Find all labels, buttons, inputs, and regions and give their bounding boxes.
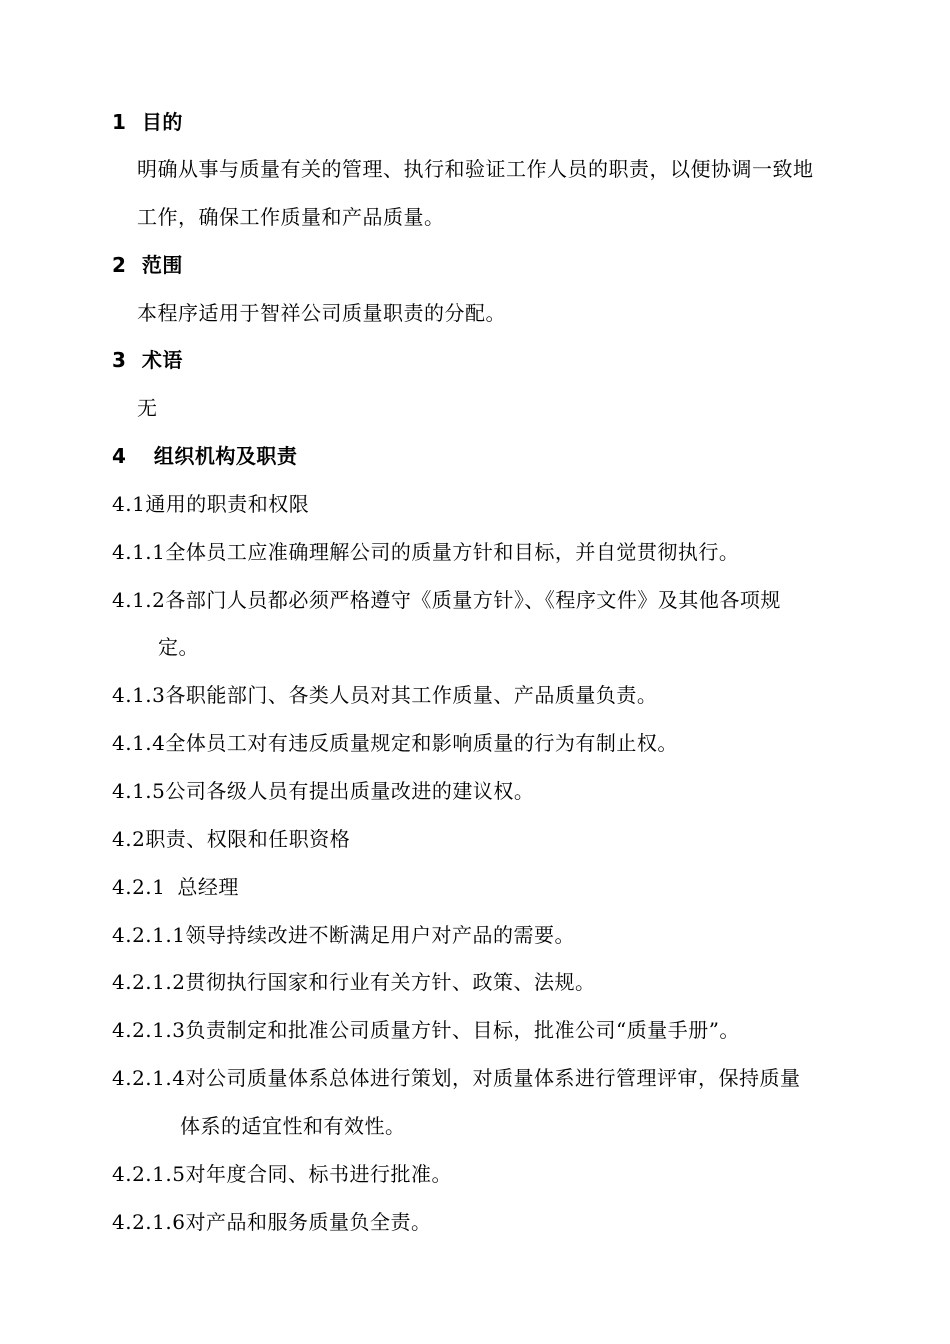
item-text: 通用的职责和权限	[145, 492, 310, 516]
item-text: 对产品和服务质量负全责。	[185, 1210, 432, 1234]
list-item	[112, 875, 239, 899]
item-number: 4.2.1.4	[112, 1066, 186, 1090]
item-number: 4.1.1	[112, 540, 166, 564]
item-text: 各部门人员都必须严格遵守《质量方针》、《程序文件》及其他各项规	[165, 588, 781, 612]
section-title: 组织机构及职责	[153, 444, 298, 468]
section-number: 3	[112, 348, 127, 372]
item-text: 总经理	[177, 875, 239, 899]
item-number: 4.1.5	[112, 779, 166, 803]
section-number: 2	[112, 253, 127, 277]
list-item	[112, 588, 781, 612]
section-title: 术语	[141, 348, 183, 372]
item-text: 公司各级人员有提出质量改进的建议权。	[165, 779, 535, 803]
list-item	[112, 970, 595, 994]
item-number: 4.1	[112, 492, 146, 516]
item-number: 4.1.3	[112, 683, 166, 707]
item-number: 4.2	[112, 827, 146, 851]
list-item	[112, 1210, 431, 1234]
list-item	[112, 779, 534, 803]
list-item	[112, 1018, 740, 1042]
item-number: 4.2.1	[112, 875, 166, 899]
item-text: 贯彻执行国家和行业有关方针、政策、法规。	[185, 970, 596, 994]
section-number: 1	[112, 110, 127, 134]
paragraph: 工作，确保工作质量和产品质量。	[137, 205, 445, 229]
section-2-heading	[112, 253, 183, 277]
list-item	[112, 492, 309, 516]
section-title: 目的	[141, 110, 183, 134]
section-4-heading	[112, 444, 297, 468]
item-text: 负责制定和批准公司质量方针、目标，批准公司“质量手册”。	[185, 1018, 740, 1042]
list-item	[112, 923, 575, 947]
paragraph: 本程序适用于智祥公司质量职责的分配。	[137, 301, 506, 325]
item-number: 4.1.4	[112, 731, 166, 755]
list-item-continuation: 体系的适宜性和有效性。	[180, 1114, 406, 1138]
section-3-heading	[112, 348, 183, 372]
list-item	[112, 1162, 452, 1186]
list-item	[112, 1066, 800, 1090]
section-title: 范围	[141, 253, 183, 277]
section-1-heading	[112, 110, 183, 134]
item-text: 全体员工应准确理解公司的质量方针和目标，并自觉贯彻执行。	[165, 540, 740, 564]
item-number: 4.2.1.1	[112, 923, 186, 947]
item-text: 对公司质量体系总体进行策划，对质量体系进行管理评审，保持质量	[185, 1066, 801, 1090]
paragraph: 明确从事与质量有关的管理、执行和验证工作人员的职责，以便协调一致地	[137, 157, 814, 181]
list-item	[112, 683, 657, 707]
item-number: 4.2.1.2	[112, 970, 186, 994]
paragraph: 无	[137, 396, 158, 420]
list-item-continuation: 定。	[158, 635, 199, 659]
item-text: 全体员工对有违反质量规定和影响质量的行为有制止权。	[165, 731, 678, 755]
item-number: 4.2.1.5	[112, 1162, 186, 1186]
item-text: 职责、权限和任职资格	[145, 827, 351, 851]
item-number: 4.1.2	[112, 588, 166, 612]
item-text: 对年度合同、标书进行批准。	[185, 1162, 452, 1186]
item-number: 4.2.1.3	[112, 1018, 186, 1042]
item-number: 4.2.1.6	[112, 1210, 186, 1234]
list-item	[112, 540, 739, 564]
list-item	[112, 827, 350, 851]
item-text: 领导持续改进不断满足用户对产品的需要。	[185, 923, 575, 947]
section-number: 4	[112, 444, 127, 468]
item-text: 各职能部门、各类人员对其工作质量、产品质量负责。	[165, 683, 658, 707]
list-item	[112, 731, 678, 755]
